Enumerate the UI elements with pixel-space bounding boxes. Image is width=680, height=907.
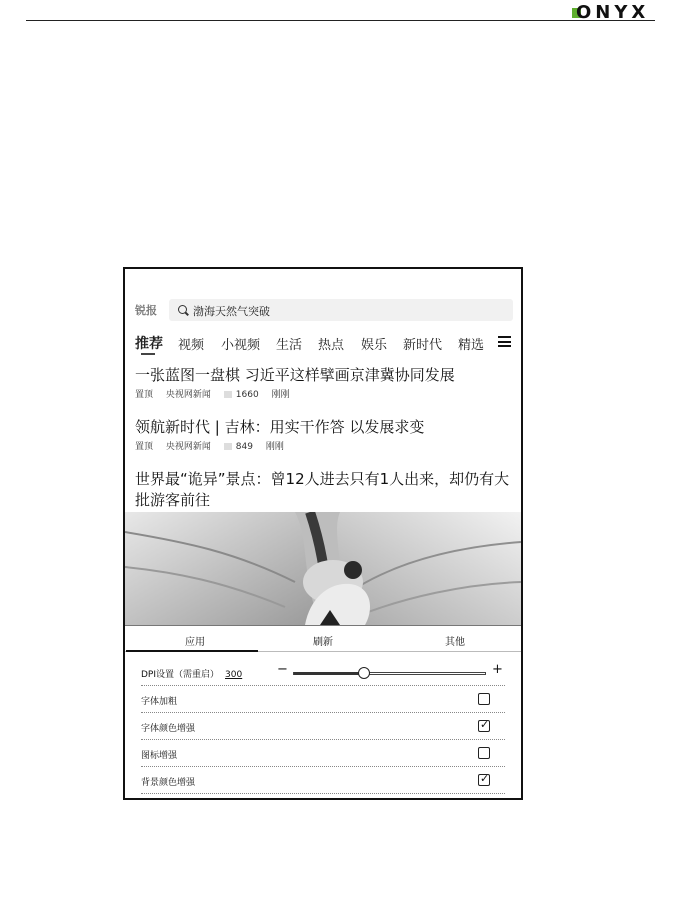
search-icon [178,305,187,314]
tab-other[interactable]: 其他 [445,637,465,648]
article-source: 央视网新闻 [165,442,211,452]
settings-tab-indicator [126,650,258,652]
dpi-value[interactable]: 300 [225,670,243,680]
app-logo: 锐报 [135,304,157,317]
device-screen [123,267,523,800]
option-label: 图标增强 [141,751,178,761]
option-row-bold-font[interactable] [141,686,505,713]
dpi-increase-button[interactable]: + [492,662,503,677]
option-row-font-color[interactable] [141,713,505,740]
option-row-background-color[interactable] [141,767,505,794]
tab-video[interactable]: 视频 [178,338,205,353]
article-item[interactable] [135,417,515,452]
tab-refresh[interactable]: 刷新 [313,637,333,648]
app-topbar [135,299,513,321]
tab-life[interactable]: 生活 [276,338,303,353]
dpi-slider-handle[interactable] [358,667,370,679]
tab-entertainment[interactable]: 娱乐 [361,338,388,353]
dpi-setting-row [141,659,505,686]
search-bar[interactable] [169,299,513,321]
article-photo[interactable] [125,512,521,625]
tab-new-era[interactable]: 新时代 [403,338,443,353]
pinned-tag: 置顶 [135,442,154,452]
settings-tabs [125,626,521,652]
article-title[interactable]: 领航新时代 | 吉林：用实干作答 以发展求变 [135,418,425,436]
option-label: 字体加粗 [141,697,178,707]
settings-panel [125,625,521,800]
onyx-logo [572,2,656,23]
tab-featured[interactable]: 精选 [458,338,485,353]
tab-recommend[interactable]: 推荐 [135,336,163,352]
comment-count: 1660 [224,390,259,400]
channel-tabs [135,333,513,357]
pinned-tag: 置顶 [135,390,154,400]
option-label: 背景颜色增强 [141,778,196,788]
background-color-checkbox[interactable] [478,774,490,786]
article-source: 央视网新闻 [165,390,211,400]
tab-hot[interactable]: 热点 [318,338,345,353]
article-meta [135,387,515,400]
dpi-slider[interactable] [293,672,486,675]
dpi-label: DPI设置（需重启） 300 [141,670,243,680]
checkmark-icon: ✓ [480,718,490,731]
menu-icon[interactable] [498,336,511,347]
dpi-decrease-button[interactable]: − [277,662,288,677]
bold-font-checkbox[interactable] [478,693,490,705]
icon-enhance-checkbox[interactable] [478,747,490,759]
article-title[interactable]: 世界最“诡异”景点：曾12人进去只有1人出来，却仍有大批游客前往 [135,470,510,509]
tab-short-video[interactable]: 小视频 [221,338,261,353]
comment-icon [224,443,232,450]
article-time: 刚刚 [265,442,284,452]
article-item[interactable] [135,469,515,511]
dpi-slider-fill [294,672,365,675]
photo-canyon [125,512,521,625]
article-title[interactable]: 一张蓝图一盘棋 习近平这样擘画京津冀协同发展 [135,366,455,384]
onyx-logo-text: ONYX [576,2,650,23]
font-color-checkbox[interactable] [478,720,490,732]
article-meta [135,439,515,452]
option-label: 字体颜色增强 [141,724,196,734]
checkmark-icon: ✓ [480,772,490,785]
active-tab-indicator [141,353,155,355]
article-item[interactable] [135,365,515,400]
tab-apply[interactable]: 应用 [185,637,205,648]
article-time: 刚刚 [271,390,290,400]
option-row-icon-enhance[interactable] [141,740,505,767]
search-input[interactable]: 渤海天然气突破 [193,305,270,318]
header-rule [26,20,655,21]
comment-icon [224,391,232,398]
comment-count: 849 [224,442,253,452]
